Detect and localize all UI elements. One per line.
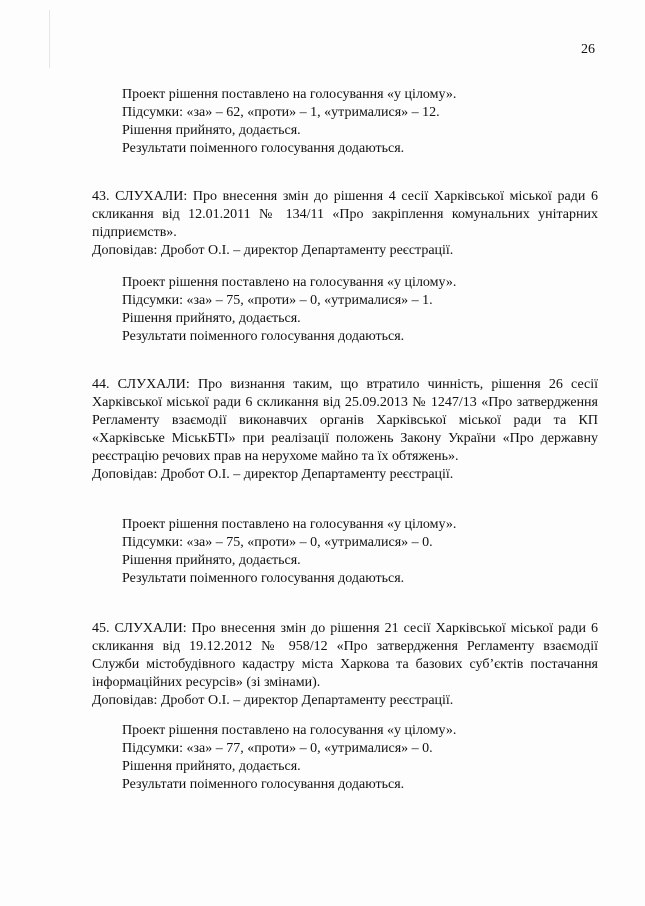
page-number: 26 <box>581 42 595 57</box>
vote-line: Підсумки: «за» – 62, «проти» – 1, «утрималися» – 12. <box>122 105 440 120</box>
agenda-item-text: 45. СЛУХАЛИ: Про внесення змін до рішення 21 сесії Харківської міської ради 6 скликання від 19.12.2012 № 958/12 «Про затвердження Регламенту взаємодії Служби містобудівного кадастру міста Харкова та базових суб’єктів постачання інформаційних ресурсів» (зі змінами). <box>92 621 598 690</box>
vote-block-43 <box>122 274 598 346</box>
vote-block-45 <box>122 722 598 794</box>
vote-line: Проект рішення поставлено на голосування «у цілому». <box>122 275 457 290</box>
speaker-line: Доповідав: Дробот О.І. – директор Департаменту реєстрації. <box>92 467 454 482</box>
vote-line: Результати поіменного голосування додаються. <box>122 329 405 344</box>
agenda-item-text: 44. СЛУХАЛИ: Про визнання таким, що втратило чинність, рішення 26 сесії Харківської міської ради 6 скликання від 25.09.2013 № 1247/13 «Про затвердження Регламенту взаємодії виконавчих органів Харківської міської ради та КП «Харківське МіськБТІ» при реалізації положень Закону України «Про державну реєстрацію речових прав на нерухоме майно та їх обтяжень». <box>92 377 598 464</box>
agenda-item-text: 43. СЛУХАЛИ: Про внесення змін до рішення 4 сесії Харківської міської ради 6 скликання від 12.01.2011 № 134/11 «Про закріплення комунальних унітарних підприємств». <box>92 189 598 240</box>
vote-line: Проект рішення поставлено на голосування «у цілому». <box>122 87 457 102</box>
vote-line: Результати поіменного голосування додаються. <box>122 141 405 156</box>
vote-line: Рішення прийнято, додається. <box>122 759 301 774</box>
vote-line: Результати поіменного голосування додаються. <box>122 571 405 586</box>
vote-block-44 <box>122 516 598 588</box>
vote-line: Проект рішення поставлено на голосування «у цілому». <box>122 517 457 532</box>
vote-line: Рішення прийнято, додається. <box>122 311 301 326</box>
scan-margin-mark <box>49 10 50 68</box>
vote-line: Рішення прийнято, додається. <box>122 553 301 568</box>
vote-line: Результати поіменного голосування додаються. <box>122 777 405 792</box>
agenda-item-44 <box>92 376 598 484</box>
agenda-item-43 <box>92 188 598 260</box>
vote-block-previous <box>122 86 598 158</box>
speaker-line: Доповідав: Дробот О.І. – директор Департаменту реєстрації. <box>92 693 454 708</box>
agenda-item-45 <box>92 620 598 710</box>
vote-line: Підсумки: «за» – 75, «проти» – 0, «утрималися» – 1. <box>122 293 433 308</box>
vote-line: Підсумки: «за» – 77, «проти» – 0, «утрималися» – 0. <box>122 741 433 756</box>
vote-line: Проект рішення поставлено на голосування «у цілому». <box>122 723 457 738</box>
speaker-line: Доповідав: Дробот О.І. – директор Департаменту реєстрації. <box>92 243 454 258</box>
vote-line: Рішення прийнято, додається. <box>122 123 301 138</box>
vote-line: Підсумки: «за» – 75, «проти» – 0, «утрималися» – 0. <box>122 535 433 550</box>
